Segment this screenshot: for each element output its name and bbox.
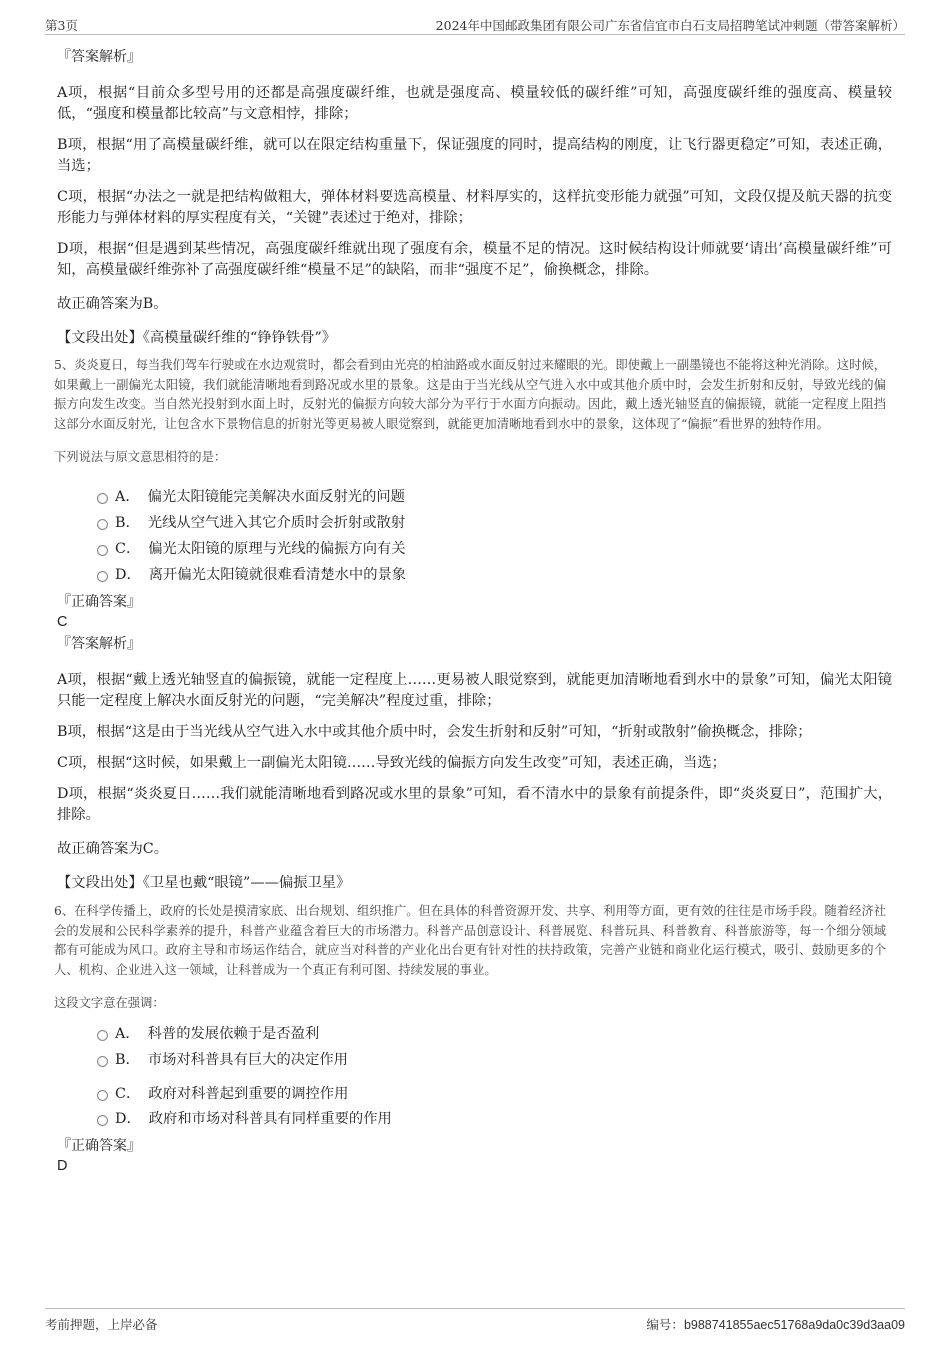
q4-source: 【文段出处】《高模量碳纤维的“铮铮铁骨”》 (57, 330, 337, 346)
q5-analysis-d: D项，根据“炎炎夏日……我们就能清晰地看到路况或水里的景象”可知，看不清水中的景象有前提条件，即“炎炎夏日”，范围扩大，排除。 (57, 786, 892, 823)
q6-passage: 6、在科学传播上，政府的长处是摸清家底、出台规划、组织推广。但在具体的科普资源开发、共享、利用等方面，更有效的往往是市场手段。随着经济社会的发展和公民科学素养的提升，科普产业蕴含着巨大的市场潜力。科普产品创意设计、科普展览、科普玩具、科普教育、科普旅游等，每一个细分领域都有可能成为风口。政府主导和市场运作结合，就应当对科普的产业化出台更有针对性的扶持政策，完善产业链和商业化运行模式，吸引、鼓励更多的个人、机构、企业进入这一领域，让科普成为一个真正有利可图、持续发展的事业。 (54, 904, 886, 977)
q6-option-b[interactable]: B． 市场对科普具有巨大的决定作用 (57, 1048, 892, 1072)
q5-option-b[interactable]: B． 光线从空气进入其它介质时会折射或散射 (57, 511, 892, 535)
radio-button[interactable] (97, 1090, 108, 1101)
page-content (54, 44, 892, 1175)
q5-options (57, 485, 892, 587)
q4-analysis-b: B项，根据“用了高模量碳纤维，就可以在限定结构重量下，保证强度的同时，提高结构的刚度，让飞行器更稳定”可知，表述正确，当选； (57, 137, 892, 174)
document-title: 2024年中国邮政集团有限公司广东省信宜市白石支局招聘笔试冲刺题（带答案解析） (435, 18, 905, 33)
q6-answer: D (57, 1158, 68, 1174)
q5-final-answer: 故正确答案为C。 (57, 841, 169, 857)
q4-analysis-c: C项，根据“办法之一就是把结构做粗大，弹体材料要选高模量、材料厚实的，这样抗变形能力就强”可知，文段仅提及航天器的抗变形能力与弹体材料的厚实程度有关，“关键”表述过于绝对，排除； (57, 189, 892, 226)
q6-prompt: 这段文字意在强调： (54, 996, 165, 1010)
q6-option-c[interactable]: C． 政府对科普起到重要的调控作用 (57, 1082, 892, 1106)
q5-analysis-b: B项，根据“这是由于当光线从空气进入水中或其他介质中时，会发生折射和反射”可知，“折射或散射”偷换概念，排除； (57, 724, 812, 740)
radio-button[interactable] (97, 1115, 108, 1126)
q5-passage: 5、炎炎夏日，每当我们驾车行驶或在水边观赏时，都会看到由光亮的柏油路或水面反射过来耀眼的光。即使戴上一副墨镜也不能将这种光消除。这时候，如果戴上一副偏光太阳镜，我们就能清晰地看到路况或水里的景象。这是由于当光线从空气进入水中或其他介质中时，会发生折射和反射，导致光线的偏振方向发生改变。当自然光投射到水面上时，反射光的偏振方向较大部分为平行于水面方向振动。因此，戴上透光轴竖直的偏振镜，就能一定程度上阻挡这部分水面反射光，让包含水下景物信息的折射光等更易被人眼觉察到，就能更加清晰地看到水中的景象，这体现了“偏振”看世界的独特作用。 (54, 358, 886, 431)
radio-button[interactable] (97, 571, 108, 582)
q5-answer: C (57, 614, 68, 630)
q5-option-c[interactable]: C． 偏光太阳镜的原理与光线的偏振方向有关 (57, 537, 892, 561)
footer-slogan: 考前押题，上岸必备 (45, 1317, 158, 1332)
q5-answer-label: 『正确答案』 (57, 594, 141, 610)
q6-option-d[interactable]: D． 政府和市场对科普具有同样重要的作用 (57, 1107, 892, 1131)
q5-prompt: 下列说法与原文意思相符的是： (54, 450, 227, 464)
q4-analysis-label: 『答案解析』 (57, 49, 141, 65)
q4-analysis-a: A项，根据“目前众多型号用的还都是高强度碳纤维，也就是强度高、模量较低的碳纤维”可知，高强度碳纤维的强度高、模量较低，“强度和模量都比较高”与文意相悖，排除； (57, 85, 892, 122)
page-header (45, 12, 905, 35)
q6-options (57, 1022, 892, 1131)
code-label: 编号： (646, 1318, 684, 1332)
radio-button[interactable] (97, 519, 108, 530)
code-value: b988741855aec51768a9da0c39d3aa09 (683, 1318, 905, 1332)
radio-button[interactable] (97, 493, 108, 504)
q4-analysis-d: D项，根据“但是遇到某些情况，高强度碳纤维就出现了强度有余，模量不足的情况。这时候结构设计师就要‘请出’高模量碳纤维”可知，高模量碳纤维弥补了高强度碳纤维“模量不足”的缺陷，而非“强度不足”，偷换概念，排除。 (57, 241, 892, 278)
q5-option-d[interactable]: D． 离开偏光太阳镜就很难看清楚水中的景象 (57, 563, 892, 587)
q4-final-answer: 故正确答案为B。 (57, 296, 168, 312)
q5-analysis-a: A项，根据“戴上透光轴竖直的偏振镜，就能一定程度上……更易被人眼觉察到，就能更加清晰地看到水中的景象”可知，偏光太阳镜只能一定程度上解决水面反射光的问题，“完美解决”程度过重，排除； (57, 672, 892, 709)
page-number: 第3页 (45, 18, 78, 33)
document-code (646, 1315, 905, 1333)
radio-button[interactable] (97, 545, 108, 556)
q6-answer-label: 『正确答案』 (57, 1138, 141, 1154)
radio-button[interactable] (97, 1030, 108, 1041)
radio-button[interactable] (97, 1056, 108, 1067)
q5-analysis-c: C项，根据“这时候，如果戴上一副偏光太阳镜……导致光线的偏振方向发生改变”可知，表述正确，当选； (57, 755, 726, 771)
q6-option-a[interactable]: A． 科普的发展依赖于是否盈利 (57, 1022, 892, 1046)
q5-source: 【文段出处】《卫星也戴“眼镜”——偏振卫星》 (57, 875, 351, 891)
q5-option-a[interactable]: A． 偏光太阳镜能完美解决水面反射光的问题 (57, 485, 892, 509)
page-footer (45, 1308, 905, 1331)
q5-analysis-label: 『答案解析』 (57, 636, 141, 652)
